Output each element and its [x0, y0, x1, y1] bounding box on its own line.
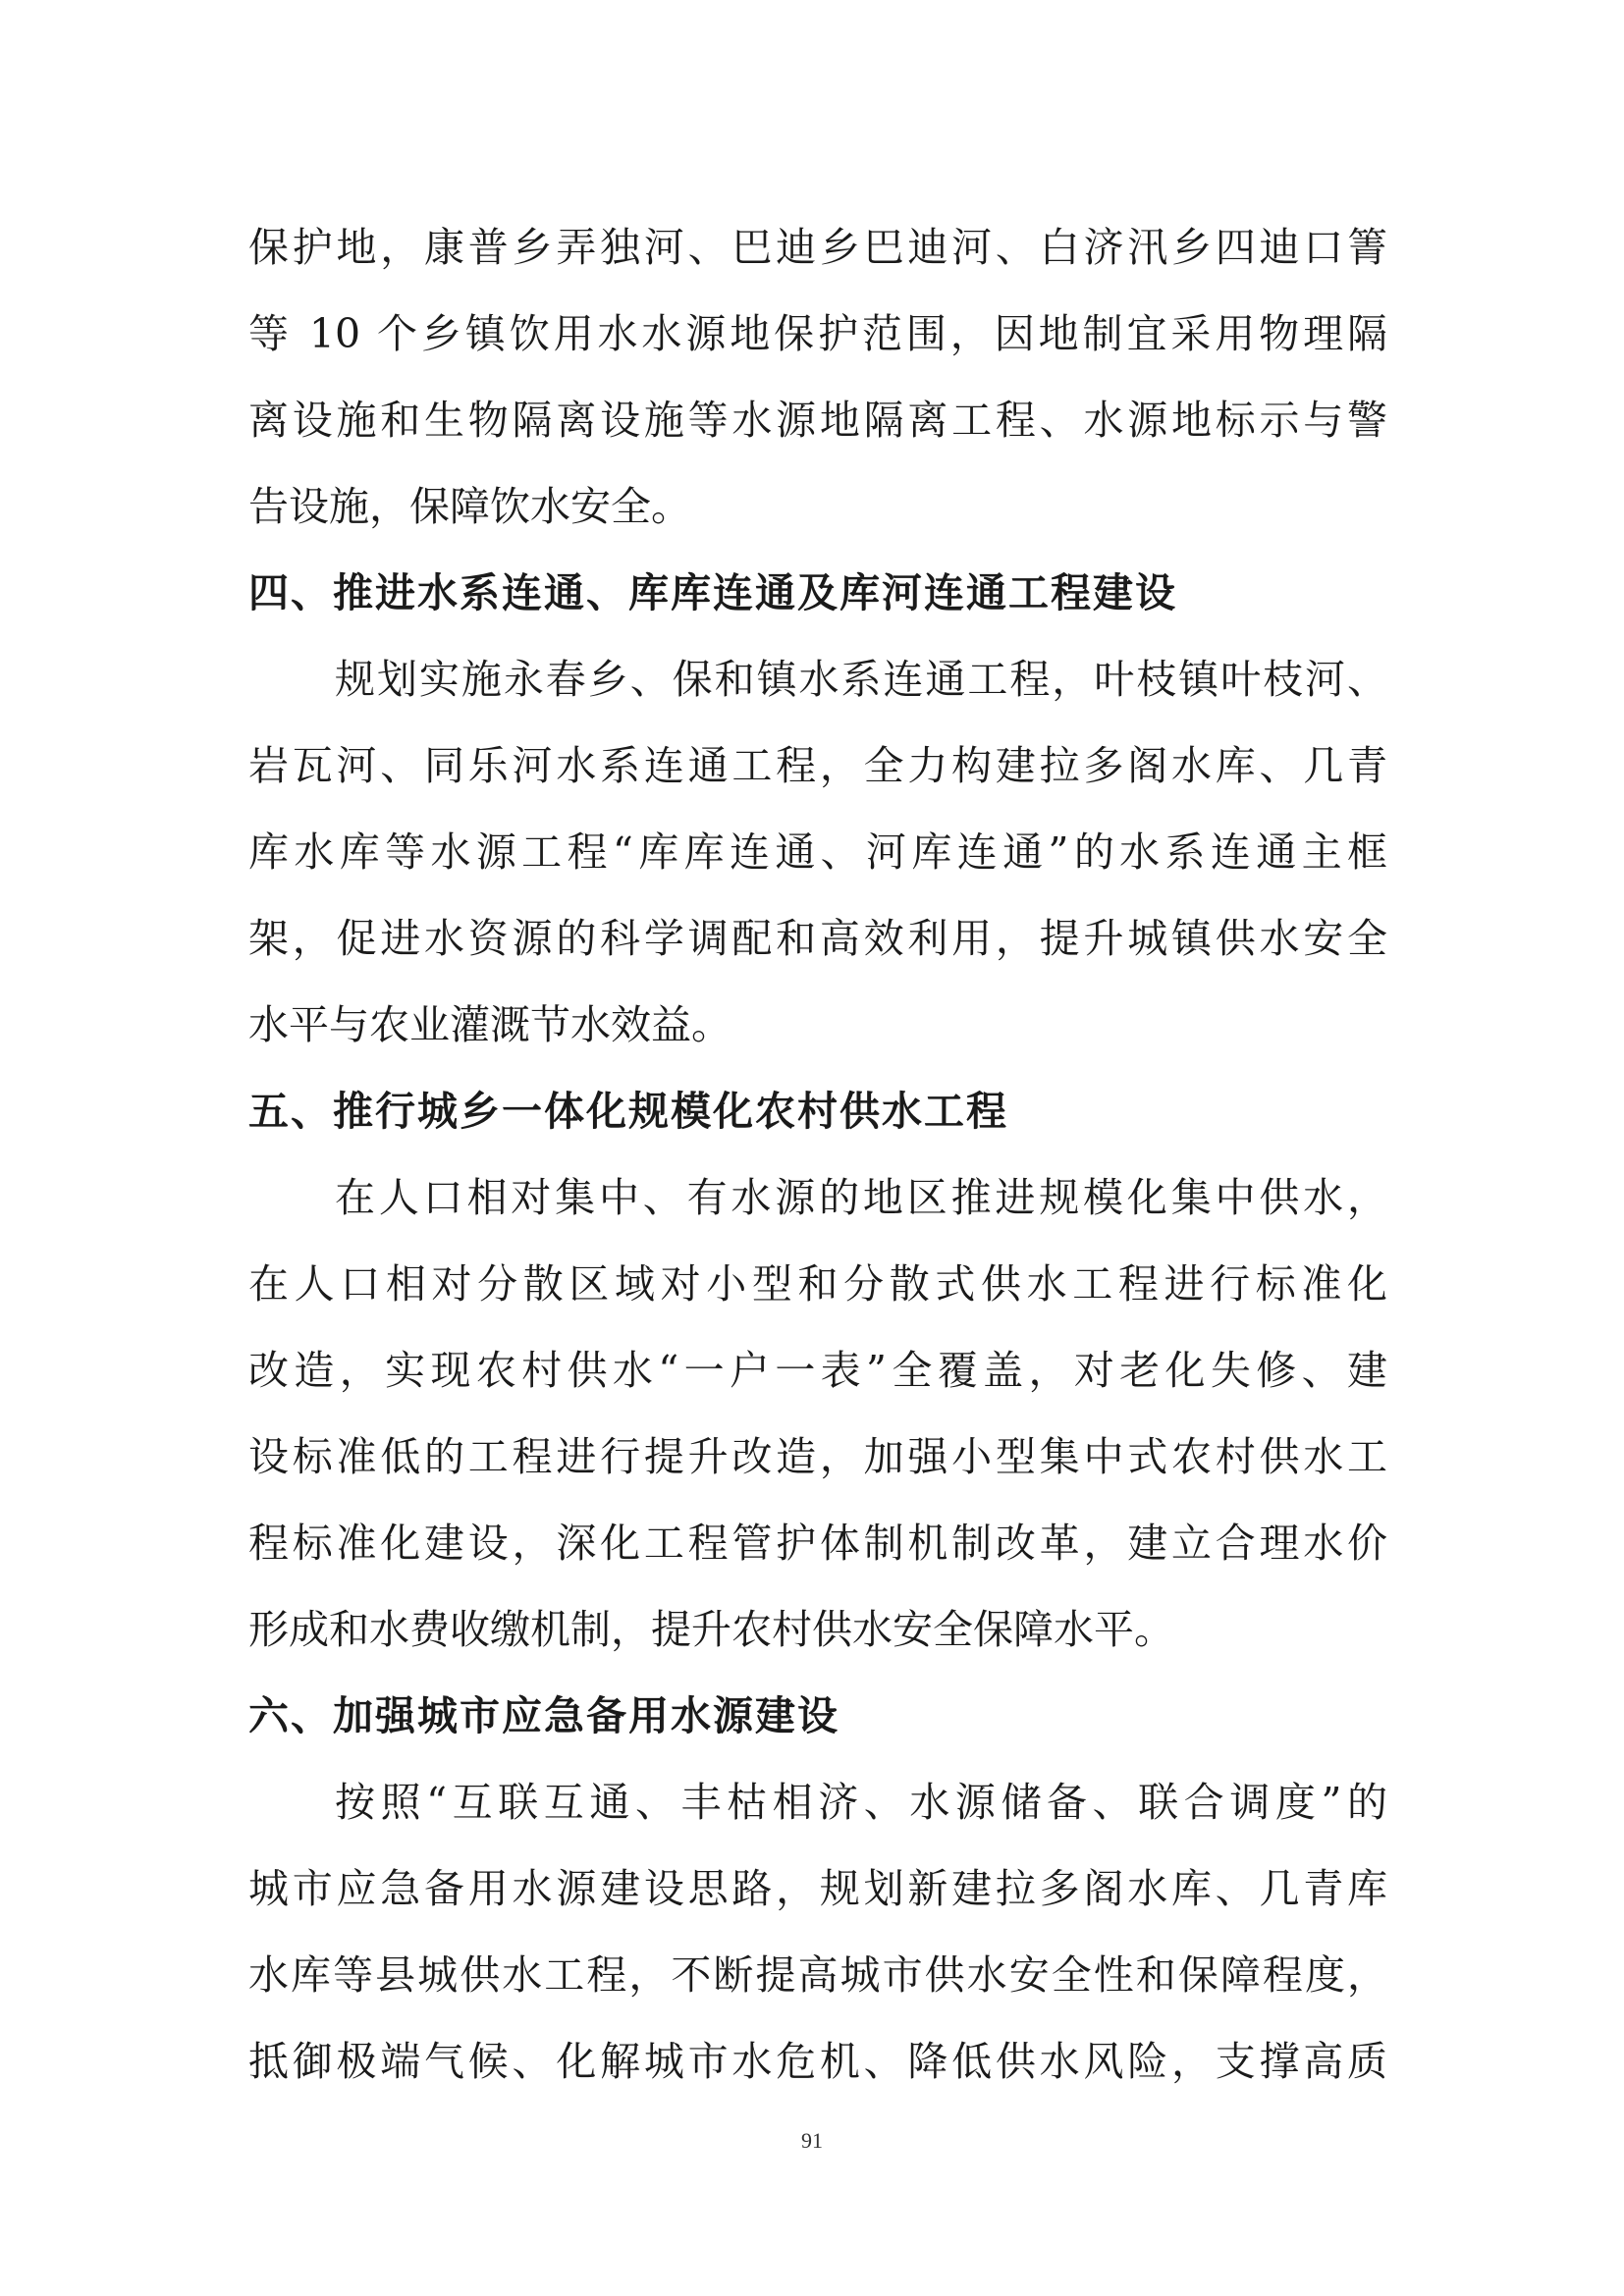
section-heading-6: 六、加强城市应急备用水源建设	[248, 1692, 839, 1739]
text-line: 抵御极端气候、化解城市水危机、降低供水风险，支撑高质	[248, 2038, 1387, 2085]
section-6-paragraph	[248, 1759, 1387, 2105]
text-line: 在人口相对分散区域对小型和分散式供水工程进行标准化	[248, 1260, 1387, 1308]
text-line: 城市应急备用水源建设思路，规划新建拉多阁水库、几青库	[248, 1865, 1387, 1912]
text-line: 离设施和生物隔离设施等水源地隔离工程、水源地标示与警	[248, 397, 1387, 444]
text-line: 保护地，康普乡弄独河、巴迪乡巴迪河、白济汛乡四迪口箐	[248, 224, 1387, 271]
text-line: 水平与农业灌溉节水效益。	[248, 1001, 731, 1048]
section-4-paragraph	[248, 636, 1387, 1068]
continued-paragraph	[248, 204, 1387, 550]
text-line: 设标准低的工程进行提升改造，加强小型集中式农村供水工	[248, 1433, 1387, 1480]
section-heading-4: 四、推进水系连通、库库连通及库河连通工程建设	[248, 569, 1177, 616]
section-5-paragraph	[248, 1154, 1387, 1673]
text-line: 岩瓦河、同乐河水系连通工程，全力构建拉多阁水库、几青	[248, 742, 1387, 789]
text-line: 改造，实现农村供水“一户一表”全覆盖，对老化失修、建	[248, 1347, 1387, 1394]
page-body	[248, 204, 1387, 2105]
page-number: 91	[801, 2128, 823, 2153]
text-line: 形成和水费收缴机制，提升农村供水安全保障水平。	[248, 1606, 1174, 1653]
text-line: 按照“互联互通、丰枯相济、水源储备、联合调度”的	[335, 1779, 1387, 1826]
text-line: 架，促进水资源的科学调配和高效利用，提升城镇供水安全	[248, 915, 1387, 962]
text-line: 程标准化建设，深化工程管护体制机制改革，建立合理水价	[248, 1520, 1387, 1567]
text-line: 告设施，保障饮水安全。	[248, 483, 691, 530]
text-line: 在人口相对集中、有水源的地区推进规模化集中供水，	[335, 1174, 1387, 1221]
text-line: 库水库等水源工程“库库连通、河库连通”的水系连通主框	[248, 828, 1387, 876]
text-line: 等 10 个乡镇饮用水水源地保护范围，因地制宜采用物理隔	[248, 310, 1387, 357]
text-line: 规划实施永春乡、保和镇水系连通工程，叶枝镇叶枝河、	[335, 656, 1387, 703]
section-heading-5: 五、推行城乡一体化规模化农村供水工程	[248, 1088, 1008, 1135]
text-line: 水库等县城供水工程，不断提高城市供水安全性和保障程度，	[248, 1951, 1387, 1999]
